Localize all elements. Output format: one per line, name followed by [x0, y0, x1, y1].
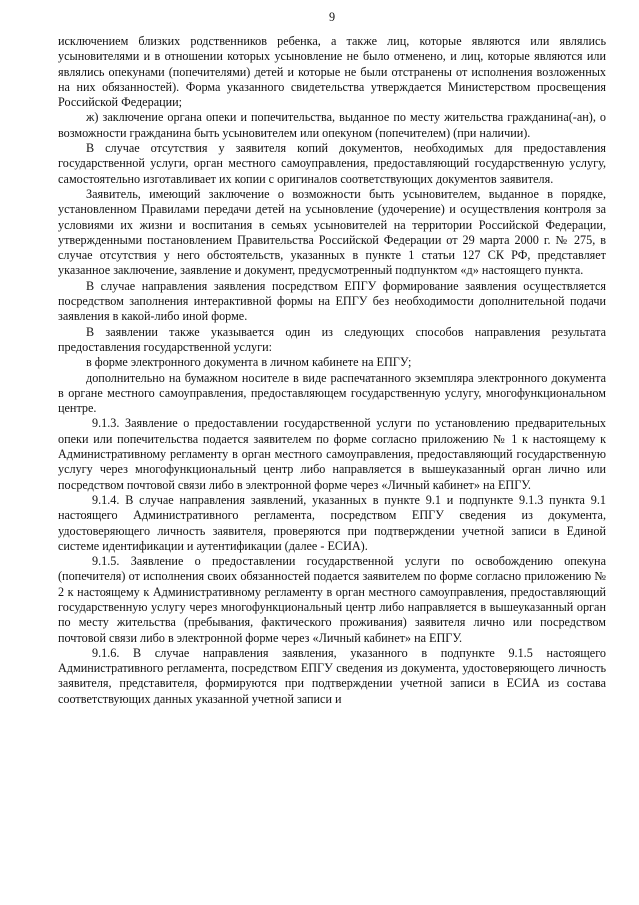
paragraph-method-paper: дополнительно на бумажном носителе в виде распечатанного экземпляра электронного документа в органе местного самоуправления, предоставляющем государственную услугу, многофункциональном центре. [58, 370, 606, 416]
paragraph-9-1-4: 9.1.4. В случае направления заявлений, указанных в пункте 9.1 и подпункте 9.1.3 пункта 9.1 настоящего Административного регламента, посредством ЕПГУ сведения из документа, удостоверяющего личность заявителя, проверяются при подтверждении учетной записи в Единой системе идентификации и аутентификации (далее - ЕСИА). [58, 492, 606, 553]
document-body [58, 34, 606, 707]
document-page [58, 10, 606, 707]
paragraph-continuation: исключением близких родственников ребенка, а также лиц, которые являются или являлись усыновителями и в отношении которых усыновление не было отменено, и лиц, которые являются или являлись опекунами (попечителями) детей и которые не были отстранены от исполнения возложенных на них обязанностей). Форма указанного свидетельства утверждается Министерством просвещения Российской Федерации; [58, 34, 606, 110]
paragraph-result-methods: В заявлении также указывается один из следующих способов направления результата предоставления государственной услуги: [58, 324, 606, 354]
page-number: 9 [328, 10, 336, 24]
paragraph-item-zh: ж) заключение органа опеки и попечительства, выданное по месту жительства гражданина(-ан), о возможности гражданина быть усыновителем или опекуном (попечителем) (при наличии). [58, 110, 606, 140]
paragraph-epgu-submission: В случае направления заявления посредством ЕПГУ формирование заявления осуществляется посредством заполнения интерактивной формы на ЕПГУ без необходимости дополнительной подачи заявления в какой-либо иной форме. [58, 278, 606, 324]
paragraph-copies: В случае отсутствия у заявителя копий документов, необходимых для предоставления государственной услуги, орган местного самоуправления, предоставляющий государственную услугу, самостоятельно изготавливает их копии с оригиналов соответствующих документов заявителя. [58, 141, 606, 186]
paragraph-method-electronic: в форме электронного документа в личном кабинете на ЕПГУ; [86, 355, 412, 370]
paragraph-9-1-5: 9.1.5. Заявление о предоставлении государственной услуги по освобождению опекуна (попечителя) от исполнения своих обязанностей подается заявителем по форме согласно приложению № 2 к настоящему к Административному регламенту в орган местного самоуправления, предоставляющий государственную услугу через многофункциональный центр либо направляется в вышеуказанный орган по месту жительства (пребывания, фактического проживания) заявителя лично или посредством почтовой связи либо в электронной форме через «Личный кабинет» на ЕПГУ. [58, 554, 606, 645]
paragraph-9-1-6: 9.1.6. В случае направления заявления, указанного в подпункте 9.1.5 настоящего Административного регламента, посредством ЕПГУ сведения из документа, удостоверяющего личность заявителя, представителя, формируются при подтверждении учетной записи в ЕСИА из состава соответствующих данных указанной учетной записи и [58, 645, 606, 706]
paragraph-9-1-3: 9.1.3. Заявление о предоставлении государственной услуги по установлению предварительных опеки или попечительства подается заявителем по форме согласно приложению № 1 к настоящему к Административному регламенту в орган местного самоуправления, предоставляющий государственную услугу через многофункциональный центр либо направляется в вышеуказанный орган лично или посредством почтовой связи либо в электронной форме через «Личный кабинет» на ЕПГУ. [58, 416, 606, 492]
paragraph-applicant-conclusion: Заявитель, имеющий заключение о возможности быть усыновителем, выданное в порядке, установленном Правилами передачи детей на усыновление (удочерение) и осуществления контроля за условиями их жизни и воспитания в семьях усыновителей на территории Российской Федерации, утвержденными постановлением Правительства Российской Федерации от 29 марта 2000 г. № 275, в случае отсутствия у него обстоятельств, указанных в пункте 1 статьи 127 СК РФ, представляет указанное заключение, заявление и документ, предусмотренный подпунктом «д» настоящего пункта. [58, 186, 606, 278]
